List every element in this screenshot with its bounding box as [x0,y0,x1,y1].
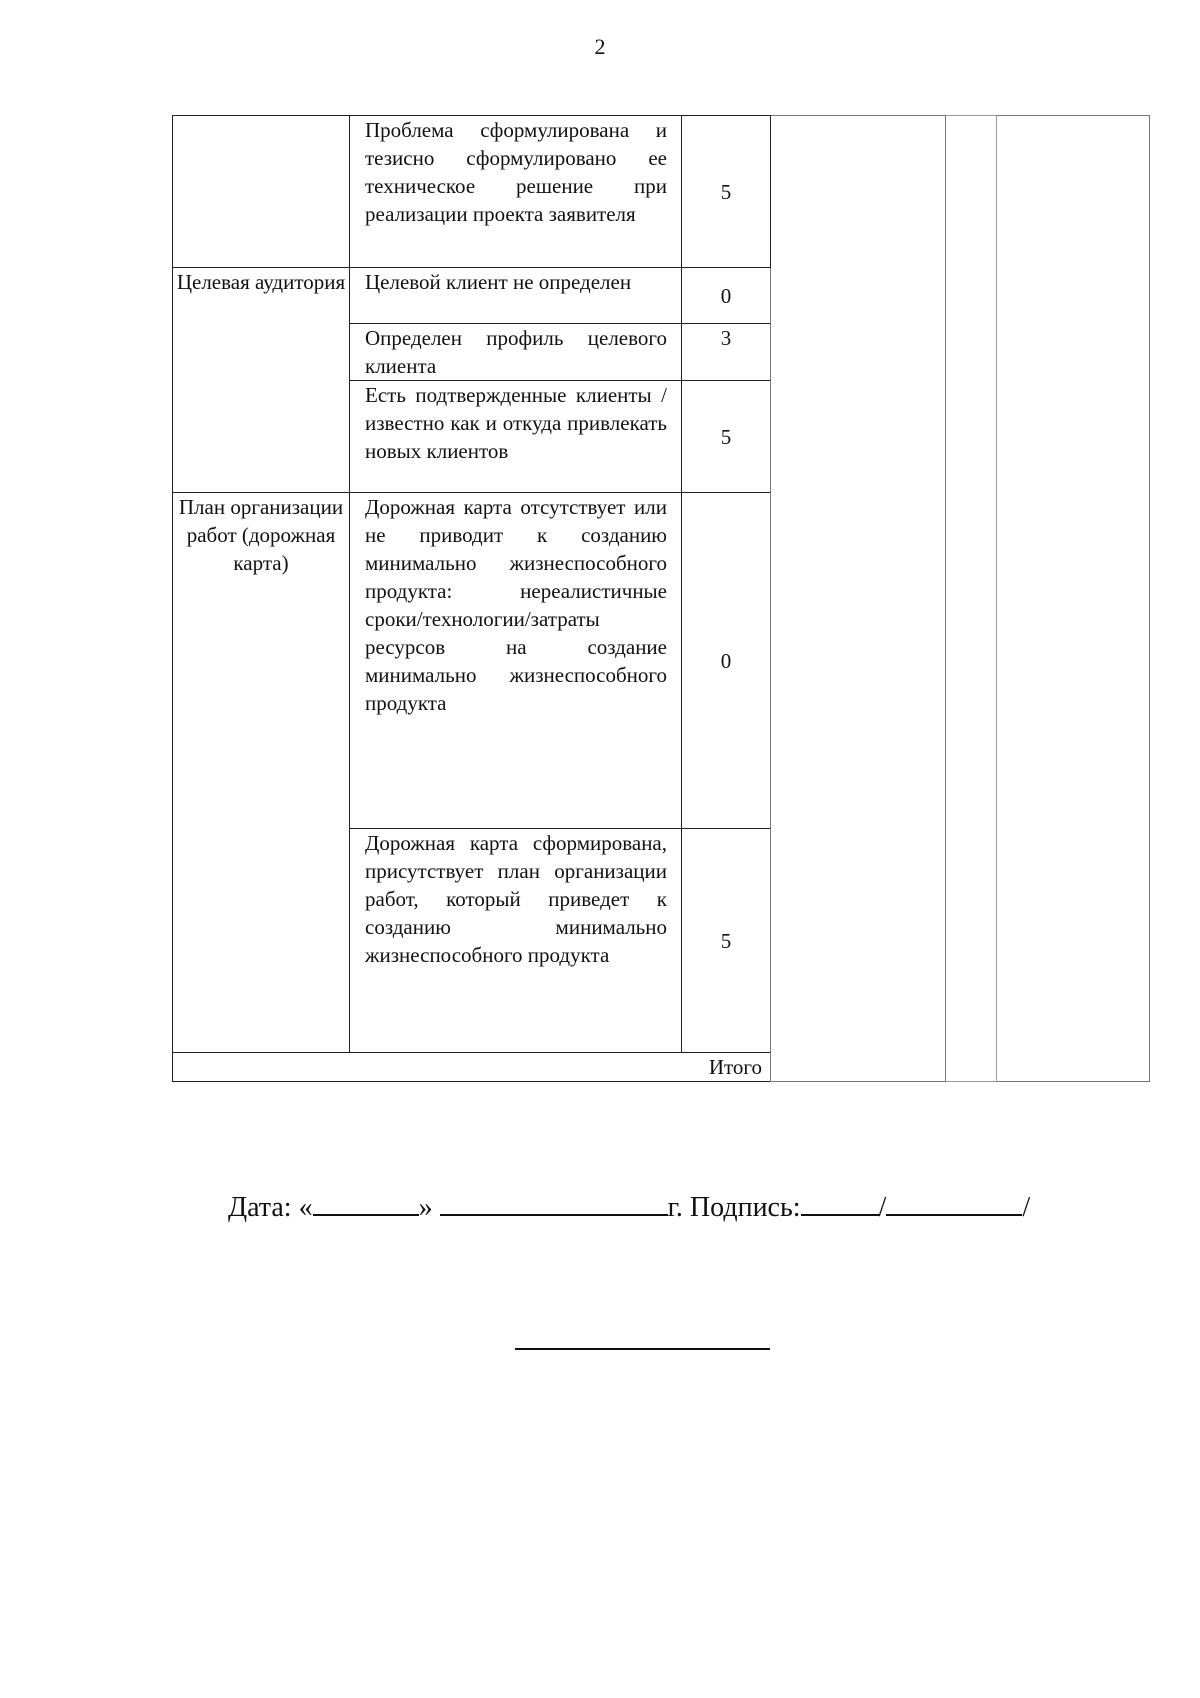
option-description: Проблема сформулирована и тезисно сформулировано ее техническое решение при реализации проекта заявителя [350,116,682,268]
expert-comment-cell[interactable] [997,116,1150,1082]
bottom-divider [515,1348,770,1350]
criterion-cell: План организации работ (дорожная карта) [173,493,350,1053]
date-close-quote: » [418,1192,433,1223]
option-score: 5 [682,381,771,493]
expert-score-cell[interactable] [771,116,946,1082]
page-number: 2 [594,34,606,59]
option-score: 5 [682,116,771,268]
signature-blank[interactable] [801,1188,879,1216]
month-year-blank[interactable] [440,1188,668,1216]
option-score: 0 [682,268,771,324]
criterion-cell: Целевая аудитория [173,268,350,493]
table-row [173,116,1150,268]
option-score: 5 [682,829,771,1053]
total-label: Итого [173,1053,771,1082]
option-description: Дорожная карта отсутствует или не приводит к созданию минимально жизнеспособного продукта: нереалистичные сроки/технологии/затраты ресурсов на создание минимально жизнеспособного продукта [350,493,682,829]
option-description: Дорожная карта сформирована, присутствует план организации работ, который приведет к созданию минимально жизнеспособного продукта [350,829,682,1053]
option-description: Целевой клиент не определен [350,268,682,324]
option-score: 0 [682,493,771,829]
option-score: 3 [682,324,771,381]
option-description: Есть подтвержденные клиенты / известно как и откуда привлекать новых клиентов [350,381,682,493]
signature-separator: / [878,1192,887,1223]
year-signature-label: г. Подпись: [667,1192,801,1223]
day-blank[interactable] [313,1188,419,1216]
name-blank[interactable] [886,1188,1022,1216]
date-label: Дата: « [228,1192,313,1223]
option-description: Определен профиль целевого клиента [350,324,682,381]
expert-mark-cell[interactable] [946,116,997,1082]
signature-end: / [1022,1192,1031,1223]
criterion-cell [173,116,350,268]
evaluation-criteria-table [172,115,1150,1082]
date-signature-line [228,1188,1030,1224]
